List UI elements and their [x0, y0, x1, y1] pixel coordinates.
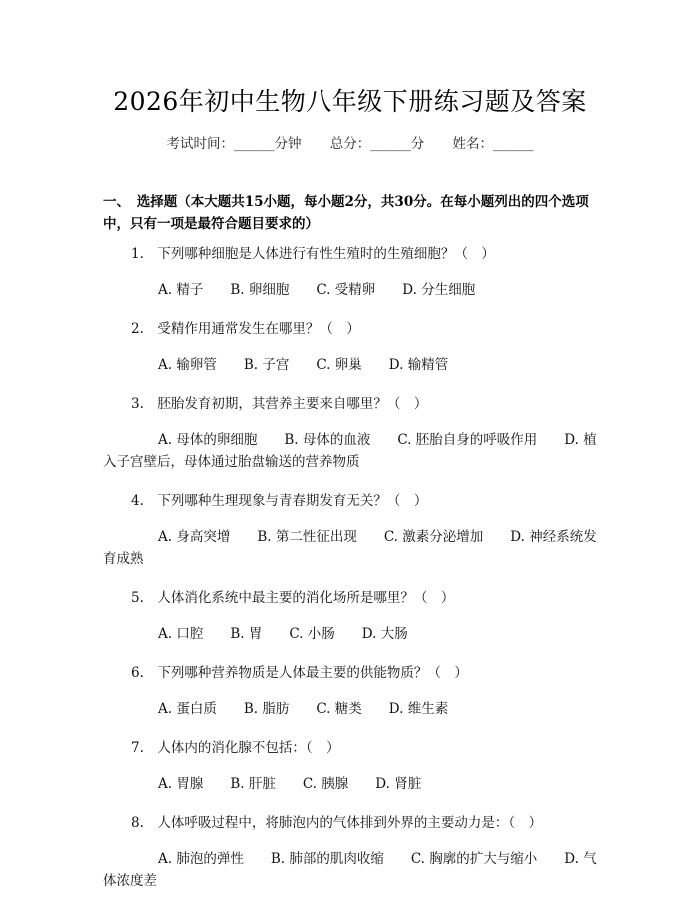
question-item: [103, 587, 600, 645]
question-options: A. 母体的卵细胞 B. 母体的血液 C. 胚胎自身的呼吸作用 D. 植入子宫壁后，母体通过胎盘输送的营养物质: [103, 432, 597, 470]
section-heading: 一、 选择题（本大题共15小题，每小题2分，共30分。在每小题列出的四个选项中，只有一项是最符合题目要求的）: [103, 194, 589, 232]
question-stem: 5. 人体消化系统中最主要的消化场所是哪里？（ ）: [131, 590, 455, 606]
question-item: [103, 318, 600, 376]
question-item: [103, 490, 600, 570]
question-stem: 3. 胚胎发育初期，其营养主要来自哪里？（ ）: [131, 396, 428, 412]
exam-time-field: 考试时间：______分钟: [166, 136, 302, 152]
question-stem: 2. 受精作用通常发生在哪里？（ ）: [131, 321, 360, 337]
question-options: A. 精子 B. 卵细胞 C. 受精卵 D. 分生细胞: [158, 282, 476, 298]
question-options: A. 口腔 B. 胃 C. 小肠 D. 大肠: [158, 626, 408, 642]
total-score-field: 总分：______分: [329, 136, 425, 152]
question-stem: 4. 下列哪种生理现象与青春期发育无关？（ ）: [131, 493, 428, 509]
question-item: [103, 812, 600, 892]
question-options: A. 身高突增 B. 第二性征出现 C. 激素分泌增加 D. 神经系统发育成熟: [103, 529, 597, 567]
page-title: 2026年初中生物八年级下册练习题及答案: [113, 87, 587, 116]
question-item: [103, 243, 600, 301]
question-stem: 8. 人体呼吸过程中，将肺泡内的气体排到外界的主要动力是：（ ）: [131, 815, 543, 831]
question-options: A. 输卵管 B. 子宫 C. 卵巢 D. 输精管: [158, 357, 449, 373]
question-item: [103, 737, 600, 795]
question-list: [103, 243, 600, 909]
question-stem: 6. 下列哪种营养物质是人体最主要的供能物质？（ ）: [131, 665, 468, 681]
question-stem: 1. 下列哪种细胞是人体进行有性生殖时的生殖细胞？（ ）: [131, 246, 495, 262]
question-options: A. 蛋白质 B. 脂肪 C. 糖类 D. 维生素: [158, 701, 449, 717]
question-options: A. 胃腺 B. 肝脏 C. 胰腺 D. 肾脏: [158, 776, 422, 792]
question-item: [103, 393, 600, 473]
student-name-field: 姓名：______: [452, 136, 534, 152]
question-item: [103, 662, 600, 720]
question-options: A. 肺泡的弹性 B. 肺部的肌肉收缩 C. 胸廓的扩大与缩小 D. 气体浓度差: [103, 851, 597, 889]
exam-info-line: [0, 132, 700, 152]
question-stem: 7. 人体内的消化腺不包括：（ ）: [131, 740, 340, 756]
